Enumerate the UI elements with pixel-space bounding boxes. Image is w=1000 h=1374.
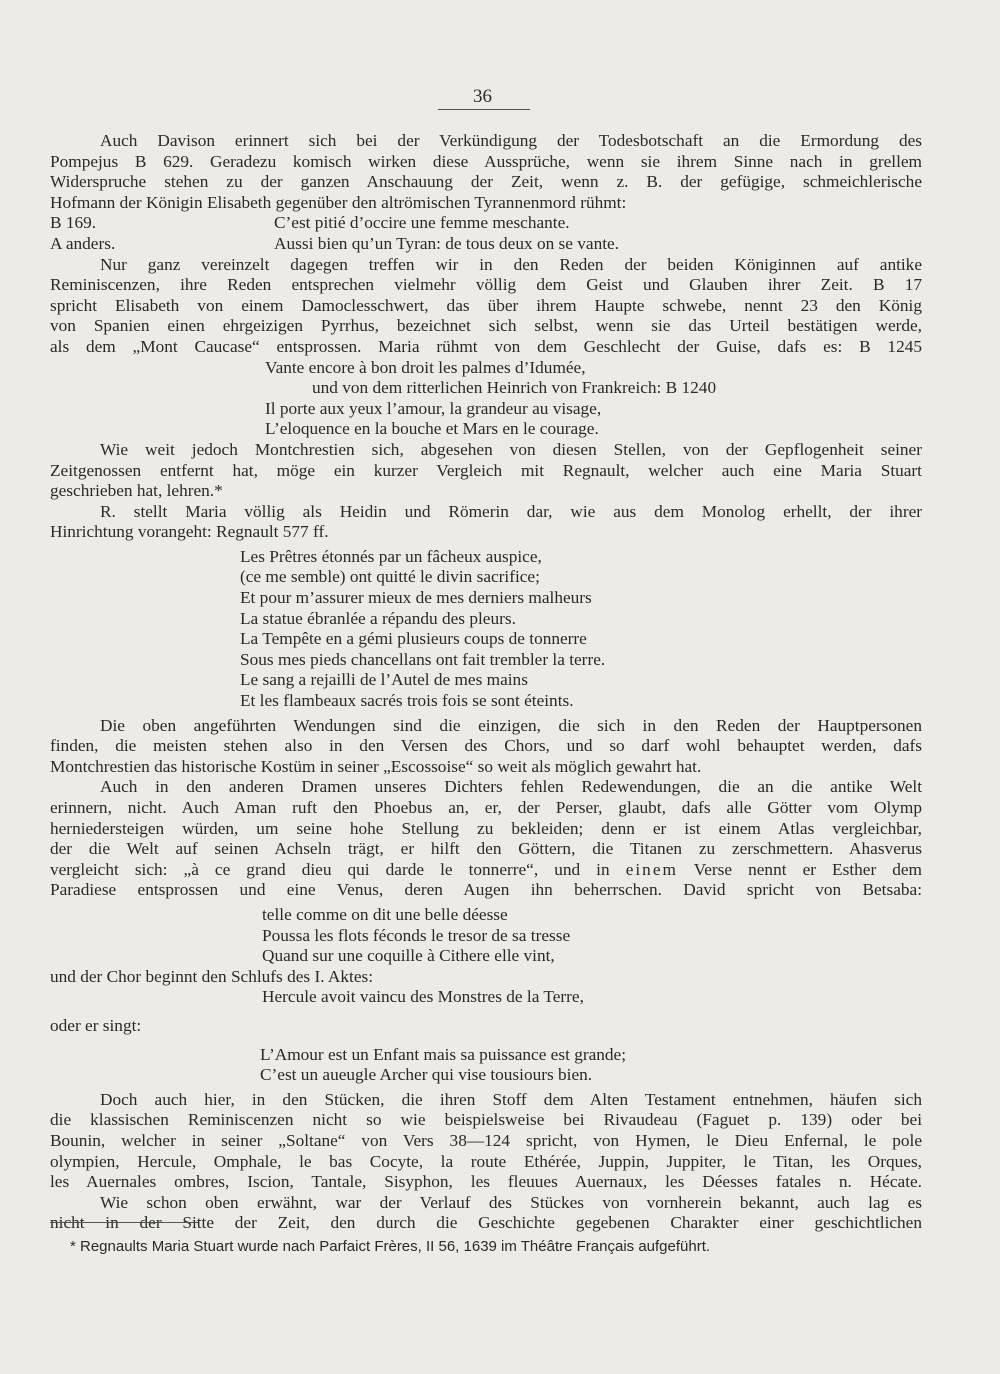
- verse-line: L’eloquence en la bouche et Mars en le courage.: [265, 419, 599, 439]
- verse-line: Le sang a rejailli de l’Autel de mes mains: [240, 670, 528, 690]
- verse-line: Et pour m’assurer mieux de mes derniers malheurs: [240, 588, 592, 608]
- verse-line: (ce me semble) ont quitté le divin sacrifice;: [240, 567, 540, 587]
- text-line: olympien, Hercule, Omphale, le bas Cocyte, la route Ethérée, Juppin, Juppiter, le Titan, les Orques,: [50, 1151, 922, 1171]
- quote-reference: B 169.: [50, 213, 97, 233]
- verse-line: Hercule avoit vaincu des Monstres de la Terre,: [262, 987, 584, 1007]
- verse-line: Poussa les flots féconds le tresor de sa tresse: [262, 925, 571, 945]
- quote-reference: A anders.: [50, 233, 116, 253]
- verse-line: L’Amour est un Enfant mais sa puissance est grande;: [260, 1044, 627, 1064]
- text-line: Pompejus B 629. Geradezu komisch wirken diese Aussprüche, wenn sie ihrem Sinne nach in grellem: [50, 151, 922, 171]
- verse-line: telle comme on dit une belle déesse: [262, 904, 508, 924]
- text-line: Paradiese entsprossen und eine Venus, deren Augen ihn beherrschen. David spricht von Betsaba:: [50, 880, 922, 900]
- text-line: Bounin, welcher in seiner „Soltane“ von Vers 38—124 spricht, von Hymen, le Dieu Enfernal, le pole: [50, 1130, 922, 1150]
- text-line: herniedersteigen würden, um seine hohe Stellung zu bekleiden; denn er ist einem Atlas vergleichbar,: [50, 818, 922, 838]
- text-line: als dem „Mont Caucase“ entsprossen. Maria rühmt von dem Geschlecht der Guise, dafs es: B 1245: [50, 336, 922, 356]
- text-line: Hinrichtung vorangeht: Regnault 577 ff.: [50, 522, 329, 542]
- text-line: spricht Elisabeth von einem Damoclesschwert, das über ihrem Haupte schwebe, nennt 23 den König: [50, 295, 922, 315]
- verse-line: La statue ébranlée a répandu des pleurs.: [240, 608, 516, 628]
- text-line: Die oben angeführten Wendungen sind die einzigen, die sich in den Reden der Hauptpersonen: [100, 715, 922, 735]
- verse-line: Quand sur une coquille à Cithere elle vint,: [262, 946, 555, 966]
- quote-line: [50, 213, 922, 234]
- verse-line: Sous mes pieds chancellans ont fait trembler la terre.: [240, 649, 606, 669]
- text-line: Auch in den anderen Dramen unseres Dichters fehlen Redewendungen, die an die antike Welt: [100, 777, 922, 797]
- footnote: * Regnaults Maria Stuart wurde nach Parfaict Frères, II 56, 1639 im Théâtre Français aufgeführt.: [70, 1238, 711, 1255]
- page-number-rule: [438, 109, 530, 110]
- text-line: und von dem ritterlichen Heinrich von Frankreich: B 1240: [312, 378, 717, 398]
- quote-verse: C’est pitié d’occire une femme meschante.: [274, 213, 570, 233]
- verse-line: Les Prêtres étonnés par un fâcheux auspice,: [240, 546, 542, 566]
- text-line: und der Chor beginnt den Schlufs des I. Aktes:: [50, 966, 374, 986]
- text-line: die klassischen Reminiscenzen nicht so wie beispielsweise bei Rivaudeau (Faguet p. 139) oder bei: [50, 1110, 922, 1130]
- text-line: geschrieben hat, lehren.*: [50, 481, 223, 501]
- text-line: oder er singt:: [50, 1015, 142, 1035]
- text-line: Auch Davison erinnert sich bei der Verkündigung der Todesbotschaft an die Ermordung des: [100, 131, 922, 150]
- text-line: Montchrestien das historische Kostüm in seiner „Escossoise“ so weit als möglich gewahrt hat.: [50, 756, 702, 776]
- text-line: Wie schon oben erwähnt, war der Verlauf des Stückes von vornherein bekannt, auch lag es: [100, 1192, 922, 1212]
- text-line: nicht in der Sitte der Zeit, den durch die Geschichte gegebenen Charakter einer geschichtlichen: [50, 1213, 922, 1233]
- text-segment: vergleicht sich: „à ce grand dieu qui darde le tonnerre“, und in: [50, 859, 610, 879]
- text-line: der die Welt auf seinen Achseln trägt, er hilft den Göttern, die Titanen zu zerschmettern. Ahasverus: [50, 839, 922, 859]
- text-line: Nur ganz vereinzelt dagegen treffen wir in den Reden der beiden Königinnen auf antike: [100, 254, 922, 274]
- text-line: Widerspruche stehen zu der ganzen Anschauung der Zeit, wenn z. B. der gefügige, schmeichlerische: [50, 172, 922, 192]
- text-line: Zeitgenossen entfernt hat, möge ein kurzer Vergleich mit Regnault, welcher auch eine Maria Stuart: [50, 460, 922, 480]
- text-line: Hofmann der Königin Elisabeth gegenüber den altrömischen Tyrannenmord rühmt:: [50, 192, 627, 212]
- page-number: 36: [473, 86, 492, 107]
- text-line: [50, 860, 922, 881]
- verse-line: La Tempête en a gémi plusieurs coups de tonnerre: [240, 629, 587, 649]
- text-line: finden, die meisten stehen also in den Versen des Chors, und so darf wohl behauptet werden, dafs: [50, 736, 922, 756]
- quote-verse: Aussi bien qu’un Tyran: de tous deux on se vante.: [274, 233, 619, 253]
- text-line: Doch auch hier, in den Stücken, die ihren Stoff dem Alten Testament entnehmen, häufen sich: [100, 1089, 922, 1109]
- text-line: R. stellt Maria völlig als Heidin und Römerin dar, wie aus dem Monolog erhellt, der ihrer: [100, 501, 922, 521]
- footnote-rule: [50, 1222, 198, 1223]
- text-line: Reminiscenzen, ihre Reden entsprechen vielmehr völlig dem Geist und Glauben ihrer Zeit. B 17: [50, 275, 922, 295]
- text-line: erinnern, nicht. Auch Aman ruft den Phoebus an, er, der Perser, glaubt, dafs alle Götter vom Olymp: [50, 798, 922, 817]
- text-line: Wie weit jedoch Montchrestien sich, abgesehen von diesen Stellen, von der Gepflogenheit seiner: [100, 439, 922, 459]
- text-segment: Verse nennt er Esther dem: [693, 859, 922, 879]
- spaced-word: einem: [625, 859, 678, 879]
- verse-line: Et les flambeaux sacrés trois fois se sont éteints.: [240, 691, 574, 711]
- verse-line: Il porte aux yeux l’amour, la grandeur au visage,: [265, 398, 602, 418]
- body-text: [50, 131, 922, 1234]
- text-line: von Spanien einen ehrgeizigen Pyrrhus, bezeichnet sich selbst, wenn sie das Urteil bestätigen werde,: [50, 316, 922, 336]
- verse-line: C’est un aueugle Archer qui vise tousiours bien.: [260, 1065, 593, 1085]
- text-line: les Auernales ombres, Iscion, Tantale, Sisyphon, les fleuues Auernaux, les Déesses fatales n. Hécate.: [50, 1172, 922, 1192]
- verse-line: Vante encore à bon droit les palmes d’Idumée,: [265, 357, 586, 377]
- quote-line: [50, 234, 922, 255]
